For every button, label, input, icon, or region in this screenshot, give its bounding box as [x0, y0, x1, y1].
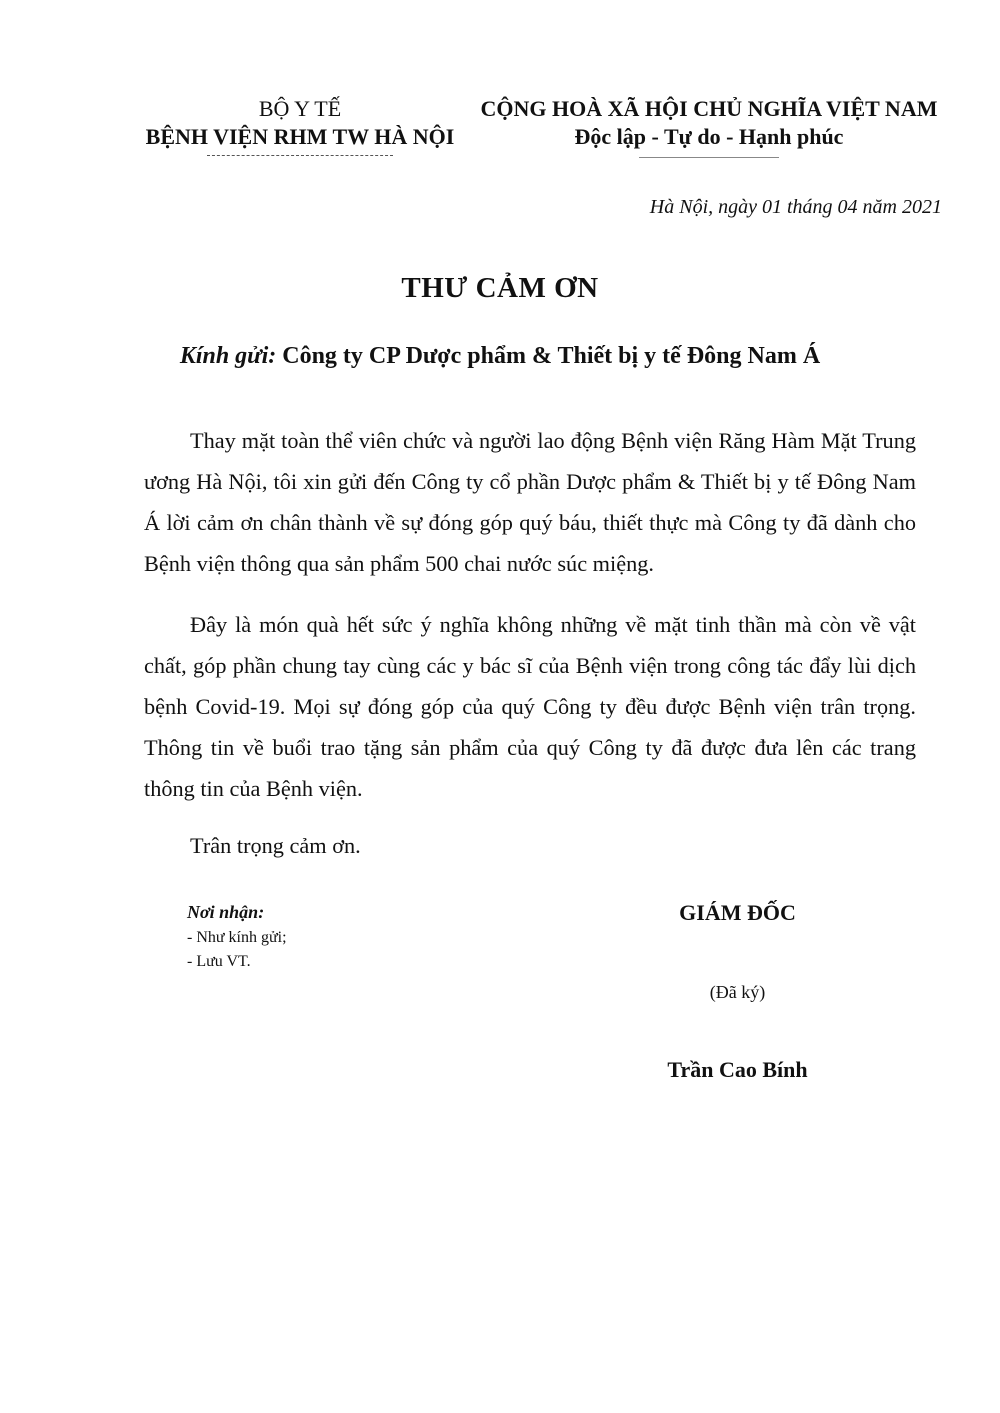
recipients-item: - Như kính gửi; [187, 929, 287, 946]
national-heading [470, 95, 948, 158]
issuer-block [120, 95, 480, 156]
document-title: THƯ CẢM ƠN [401, 272, 599, 304]
recipients-block [187, 900, 287, 974]
signature-block [600, 900, 875, 1083]
signer-name: Trần Cao Bính [667, 1057, 808, 1082]
body-paragraph-1: Thay mặt toàn thể viên chức và người lao động Bệnh viện Răng Hàm Mặt Trung ương Hà Nội, tôi xin gửi đến Công ty cổ phần Dược phẩm & Thiết bị y tế Đông Nam Á lời cảm ơn chân thành về sự đóng góp quý báu, thiết thực mà Công ty đã dành cho Bệnh viện thông qua sản phẩm 500 chai nước súc miệng. [144, 428, 916, 576]
recipients-title: Nơi nhận: [187, 902, 265, 922]
republic-name: CỘNG HOÀ XÃ HỘI CHỦ NGHĨA VIỆT NAM [480, 96, 938, 121]
body-paragraph-2: Đây là món quà hết sức ý nghĩa không những về mặt tinh thần mà còn về vật chất, góp phần chung tay cùng các y bác sĩ của Bệnh viện trong công tác đẩy lùi dịch bệnh Covid-19. Mọi sự đóng góp của quý Công ty đều được Bệnh viện trân trọng. Thông tin về buổi trao tặng sản phẩm của quý Công ty đã được đưa lên các trang thông tin của Bệnh viện. [144, 612, 916, 801]
hospital-name: BỆNH VIỆN RHM TW HÀ NỘI [145, 124, 455, 149]
date-line: Hà Nội, ngày 01 tháng 04 năm 2021 [649, 196, 942, 218]
recipient-label: Kính gửi: [179, 343, 277, 369]
recipient-line [0, 343, 1000, 370]
recipients-item: - Lưu VT. [187, 953, 251, 970]
national-motto: Độc lập - Tự do - Hạnh phúc [574, 124, 844, 149]
motto-divider [639, 157, 779, 158]
issuer-divider [207, 155, 393, 156]
signer-role: GIÁM ĐỐC [679, 900, 796, 925]
ministry-name: BỘ Y TẾ [258, 96, 342, 121]
closing-line: Trân trọng cảm ơn. [190, 833, 361, 858]
signed-note: (Đã ký) [709, 982, 766, 1002]
recipient-name: Công ty CP Dược phẩm & Thiết bị y tế Đông Nam Á [282, 343, 821, 369]
letter-body [144, 420, 916, 829]
